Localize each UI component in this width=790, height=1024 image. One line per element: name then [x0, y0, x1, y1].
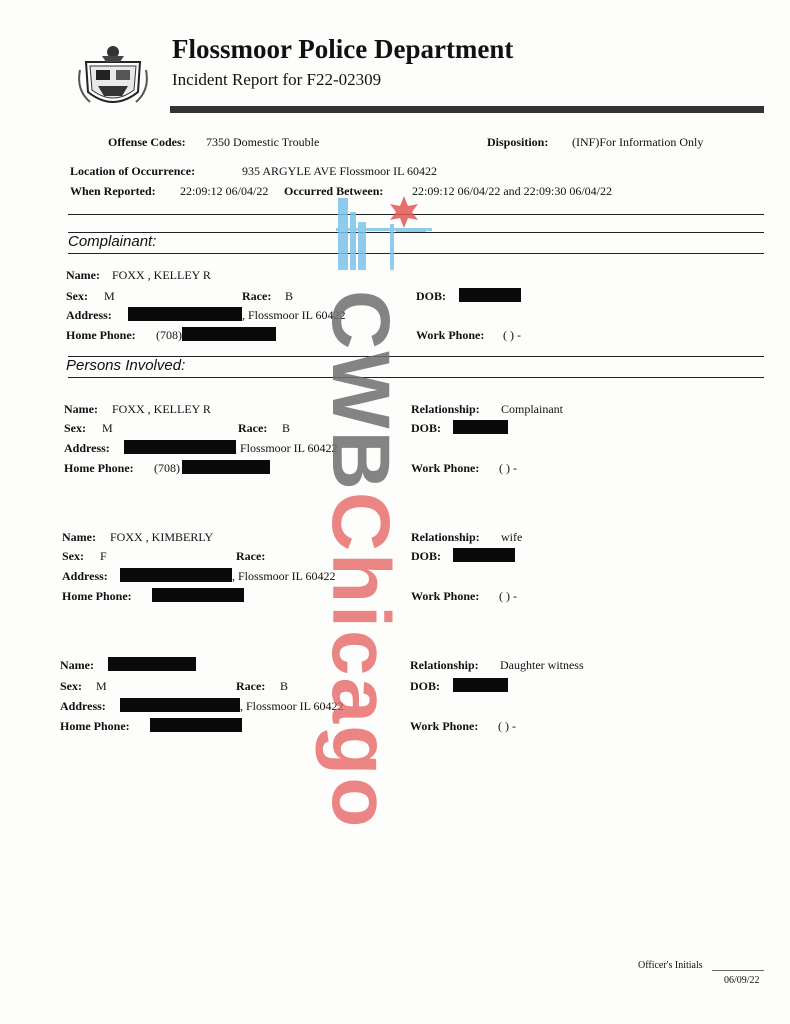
- disposition-label: Disposition:: [487, 135, 549, 149]
- report-subtitle: Incident Report for F22-02309: [172, 70, 382, 89]
- dob-label: DOB:: [411, 421, 441, 435]
- person-work-phone: ( ) -: [498, 719, 516, 733]
- sex-label: Sex:: [62, 549, 84, 563]
- redaction-box: [120, 568, 232, 582]
- occurred-between-value: 22:09:12 06/04/22 and 22:09:30 06/04/22: [412, 184, 612, 198]
- relationship-label: Relationship:: [411, 402, 480, 416]
- skyline-watermark-icon: [336, 192, 436, 272]
- work-phone-label: Work Phone:: [410, 719, 479, 733]
- race-label: Race:: [236, 549, 266, 563]
- initials-line: [712, 970, 764, 971]
- complainant-work-phone: ( ) -: [503, 328, 521, 342]
- redaction-box: [108, 657, 196, 671]
- person-address: , Flossmoor IL 60422: [232, 569, 336, 583]
- person-work-phone: ( ) -: [499, 461, 517, 475]
- when-reported-value: 22:09:12 06/04/22: [180, 184, 269, 198]
- department-seal-icon: [76, 40, 150, 116]
- complainant-name: FOXX , KELLEY R: [112, 268, 211, 282]
- home-phone-label: Home Phone:: [64, 461, 134, 475]
- person-race: B: [282, 421, 291, 435]
- sex-label: Sex:: [66, 289, 88, 303]
- name-label: Name:: [66, 268, 100, 282]
- section-complainant: Complainant:: [68, 233, 157, 250]
- sex-label: Sex:: [60, 679, 82, 693]
- when-reported-label: When Reported:: [70, 184, 156, 198]
- disposition-value: (INF)For Information Only: [572, 135, 704, 149]
- redaction-box: [182, 327, 276, 341]
- address-label: Address:: [62, 569, 108, 583]
- redaction-box: [124, 440, 236, 454]
- person-relationship: Complainant: [501, 402, 563, 416]
- person-address: , Flossmoor IL 60422: [240, 699, 344, 713]
- address-label: Address:: [60, 699, 106, 713]
- complainant-sex: M: [104, 289, 115, 303]
- race-label: Race:: [238, 421, 268, 435]
- address-label: Address:: [64, 441, 110, 455]
- name-label: Name:: [62, 530, 96, 544]
- sex-label: Sex:: [64, 421, 86, 435]
- person-sex: M: [96, 679, 107, 693]
- header-rule: [170, 106, 764, 113]
- watermark-chicago: Chicago: [315, 491, 406, 830]
- dob-label: DOB:: [411, 549, 441, 563]
- work-phone-label: Work Phone:: [416, 328, 485, 342]
- person-relationship: wife: [501, 530, 523, 544]
- home-phone-label: Home Phone:: [62, 589, 132, 603]
- home-phone-label: Home Phone:: [60, 719, 130, 733]
- address-label: Address:: [66, 308, 112, 322]
- redaction-box: [453, 678, 508, 692]
- dob-label: DOB:: [416, 289, 446, 303]
- name-label: Name:: [60, 658, 94, 672]
- section-persons-involved: Persons Involved:: [66, 357, 186, 374]
- redaction-box: [453, 420, 508, 434]
- person-work-phone: ( ) -: [499, 589, 517, 603]
- home-phone-label: Home Phone:: [66, 328, 136, 342]
- offense-codes-label: Offense Codes:: [108, 135, 186, 149]
- footer-date: 06/09/22: [724, 975, 760, 986]
- person-name: FOXX , KIMBERLY: [110, 530, 214, 544]
- redaction-box: [182, 460, 270, 474]
- redaction-box: [150, 718, 242, 732]
- relationship-label: Relationship:: [410, 658, 479, 672]
- page-title: Flossmoor Police Department: [172, 34, 514, 64]
- watermark-cwb: CWB: [315, 290, 406, 492]
- cwb-chicago-watermark: [315, 290, 406, 830]
- redaction-box: [453, 548, 515, 562]
- work-phone-label: Work Phone:: [411, 461, 480, 475]
- race-label: Race:: [236, 679, 266, 693]
- dob-label: DOB:: [410, 679, 440, 693]
- person-sex: F: [100, 549, 107, 563]
- race-label: Race:: [242, 289, 272, 303]
- person-race: B: [280, 679, 289, 693]
- work-phone-label: Work Phone:: [411, 589, 480, 603]
- divider: [68, 377, 764, 378]
- location-label: Location of Occurrence:: [70, 164, 196, 178]
- person-home-phone: (708): [154, 461, 180, 475]
- relationship-label: Relationship:: [411, 530, 480, 544]
- complainant-home-phone: (708): [156, 328, 182, 342]
- location-value: 935 ARGYLE AVE Flossmoor IL 60422: [242, 164, 438, 178]
- redaction-box: [120, 698, 240, 712]
- occurred-between-label: Occurred Between:: [284, 184, 384, 198]
- complainant-race: B: [285, 289, 294, 303]
- complainant-address: , Flossmoor IL 60422: [242, 308, 346, 322]
- offense-codes-value: 7350 Domestic Trouble: [206, 135, 320, 149]
- person-relationship: Daughter witness: [500, 658, 584, 672]
- redaction-box: [459, 288, 521, 302]
- redaction-box: [152, 588, 244, 602]
- person-name: FOXX , KELLEY R: [112, 402, 211, 416]
- person-address: , Flossmoor IL 60422: [234, 441, 338, 455]
- redaction-box: [128, 307, 242, 321]
- name-label: Name:: [64, 402, 98, 416]
- officer-initials-label: Officer's Initials: [638, 960, 703, 971]
- person-sex: M: [102, 421, 113, 435]
